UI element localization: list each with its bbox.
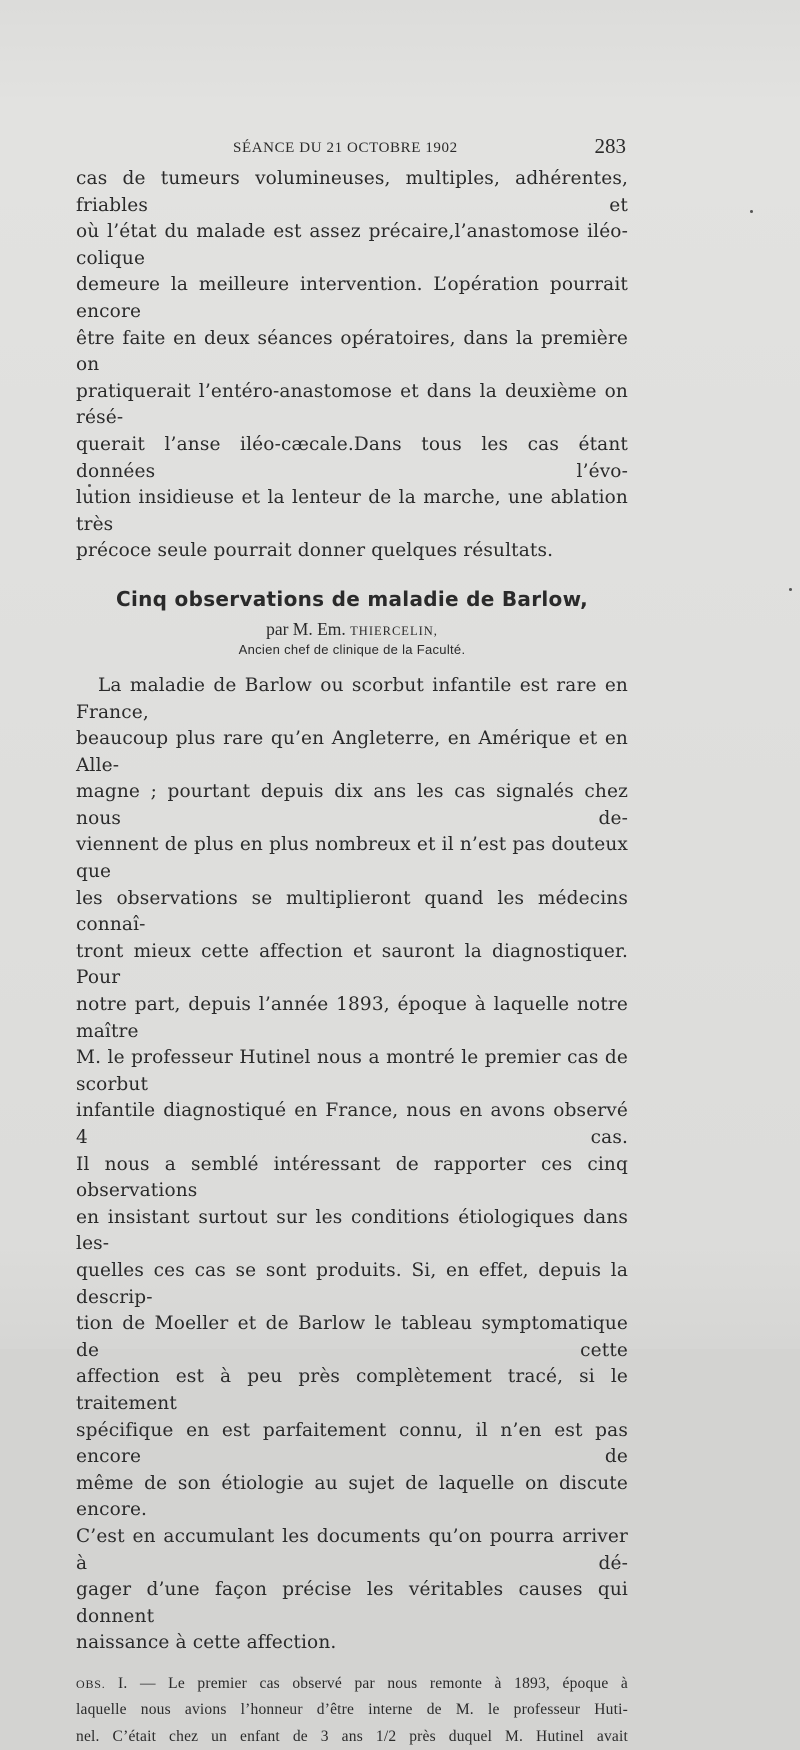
text-line: affection est à peu près complètement tracé, si le traitement: [76, 1366, 628, 1414]
observation-number: I. —: [118, 1674, 156, 1692]
text-line: les observations se multiplieront quand les médecins connaî-: [76, 887, 628, 936]
text-line: quelles ces cas se sont produits. Si, en effet, depuis la descrip-: [76, 1259, 628, 1308]
text-block: [76, 132, 628, 1750]
print-speck: [88, 484, 91, 487]
text-line: spécifique en est parfaitement connu, il n’en est pas encore de: [76, 1419, 628, 1468]
author-name: THIERCELIN,: [350, 623, 438, 638]
text-line: où l’état du malade est assez précaire,l’anastomose iléo-colique: [76, 221, 628, 269]
text-line: demeure la meilleure intervention. L’opération pourrait encore: [76, 274, 628, 322]
text-line: en insistant surtout sur les conditions étiologiques dans les-: [76, 1206, 628, 1255]
main-paragraph: [76, 673, 628, 1657]
text-line: pratiquerait l’entéro-anastomose et dans la deuxième on résé-: [76, 380, 628, 429]
text-line: cas de tumeurs volumineuses, multiples, adhérentes, friables et: [76, 168, 628, 216]
text-line: beaucoup plus rare qu’en Angleterre, en Amérique et en Alle-: [76, 728, 628, 776]
text-line: La maladie de Barlow ou scorbut infantile est rare en France,: [76, 674, 628, 723]
running-title: SÉANCE DU 21 OCTOBRE 1902: [233, 140, 458, 156]
text-line: tion de Moeller et de Barlow le tableau symptomatique de cette: [76, 1313, 628, 1361]
text-line: précoce seule pourrait donner quelques résultats.: [76, 540, 554, 562]
text-line: gager d’une façon précise les véritables causes qui donnent: [76, 1579, 628, 1627]
text-line: notre part, depuis l’année 1893, époque à laquelle notre maître: [76, 994, 628, 1042]
observation-paragraph: [76, 1671, 628, 1750]
text-line: M. le professeur Hutinel nous a montré le premier cas de scorbut: [76, 1047, 628, 1095]
running-head: [76, 132, 628, 166]
author-affiliation: Ancien chef de clinique de la Faculté.: [238, 641, 466, 657]
text-line: C’est en accumulant les documents qu’on pourra arriver à dé-: [76, 1525, 628, 1574]
byline: [76, 619, 628, 640]
text-line: infantile diagnostiqué en France, nous en avons observé 4 cas.: [76, 1100, 628, 1148]
text-line: viennent de plus en plus nombreux et il n’est pas douteux que: [76, 834, 628, 883]
text-line: lution insidieuse et la lenteur de la marche, une ablation très: [76, 487, 628, 535]
observation-label-abbrev: OBS.: [76, 1676, 106, 1691]
page-number: 283: [594, 134, 626, 158]
byline-prefix: par M. Em.: [266, 618, 346, 639]
observation-label: [76, 1675, 156, 1692]
text-line: magne ; pourtant depuis dix ans les cas signalés chez nous de-: [76, 781, 628, 829]
print-speck: [750, 210, 753, 213]
text-line: même de son étiologie au sujet de laquelle on discute encore.: [76, 1472, 628, 1521]
text-line: tront mieux cette affection et sauront la diagnostiquer. Pour: [76, 940, 628, 989]
text-line: nel. C’était chez un enfant de 3 ans 1/2 près duquel M. Hutinel avait: [76, 1727, 628, 1745]
print-speck: [789, 588, 792, 591]
text-line: Il nous a semblé intéressant de rapporter ces cinq observations: [76, 1153, 628, 1202]
intro-paragraph: [76, 166, 628, 565]
text-line: laquelle nous avions l’honneur d’être interne de M. le professeur Huti-: [76, 1701, 628, 1719]
observation-first-line: [76, 1671, 628, 1698]
text-line: Le premier cas observé par nous remonte à 1893, époque à: [168, 1674, 629, 1692]
article-title: Cinq observations de maladie de Barlow,: [115, 586, 588, 611]
text-line: querait l’anse iléo-cæcale.Dans tous les cas étant données l’évo-: [76, 433, 628, 482]
text-line: naissance à cette affection.: [76, 1632, 337, 1654]
text-line: être faite en deux séances opératoires, dans la première on: [76, 327, 628, 376]
